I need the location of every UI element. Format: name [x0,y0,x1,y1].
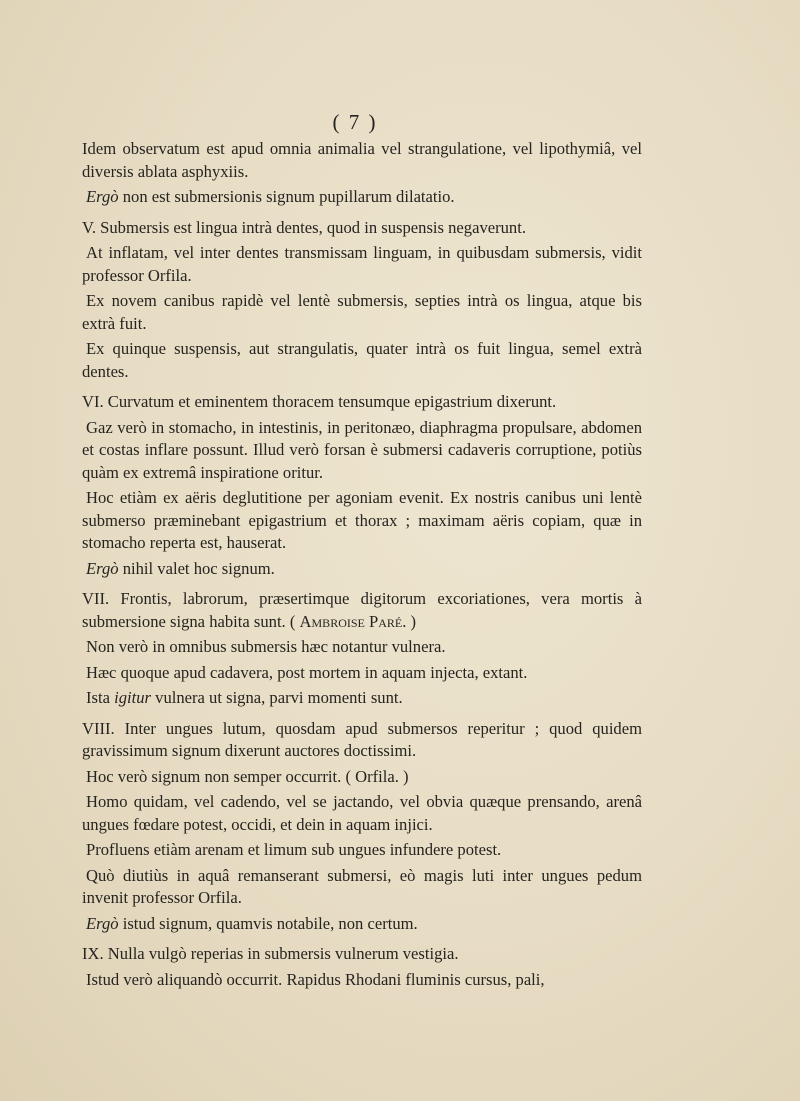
text: Non verò in omnibus submersis hæc notantur vulnera. [86,637,446,656]
paragraph-11 [82,588,642,633]
text: Hoc verò signum non semper occurrit. ( Orfila. ) [86,766,409,786]
text: Hæc quoque apud cadavera, post mortem in aquam injecta, extant. [86,662,528,682]
paragraph-4 [82,242,642,287]
text: Idem observatum est apud omnia animalia vel strangulatione, vel lipothymiâ, vel diversis ablata asphyxiis. [82,139,642,181]
paragraph-22 [82,969,642,992]
paragraph-10 [82,558,642,581]
text: V. Submersis est lingua intrà dentes, quod in suspensis negaverunt. [82,217,526,237]
italic-text: igitur [114,688,151,707]
text: Ex quinque suspensis, aut strangulatis, quater intrà os fuit lingua, semel extrà dentes. [82,339,642,381]
paragraph-21 [82,943,642,966]
text: vulnera ut signa, parvi momenti sunt. [151,688,403,707]
text: nihil valet hoc signum. [118,558,275,578]
text: At inflatam, vel inter dentes transmissam linguam, in quibusdam submersis, vidit professor Orfila. [82,243,642,285]
text: ) [406,611,417,631]
paragraph-1 [82,138,642,183]
paragraph-9 [82,487,642,555]
paragraph-20 [82,913,642,936]
paragraph-3 [82,217,642,240]
text: non est submersionis signum pupillarum dilatatio. [118,187,455,206]
text: Ex novem canibus rapidè vel lentè submersis, septies intrà os lingua, atque bis extrà fuit. [82,291,642,333]
text: Ista [86,688,115,707]
text: istud signum, quamvis notabile, non certum. [118,913,418,933]
paragraph-17 [82,791,642,836]
paragraph-14 [82,687,642,710]
paragraph-12 [82,636,642,659]
paragraph-16 [82,766,642,789]
text: VI. Curvatum et eminentem thoracem tensumque epigastrium dixerunt. [82,392,557,411]
paragraph-15 [82,718,642,763]
small-caps-text: Ambroise Paré. [299,611,407,631]
text: Quò diutiùs in aquâ remanserant submersi, eò magis luti inter ungues pedum invenit professor Orfila. [82,865,642,907]
italic-text: Ergò [86,187,119,206]
text: Hoc etiàm ex aëris deglutitione per agoniam evenit. Ex nostris canibus uni lentè submerso præminebant epigastrium et thorax ; maximam aëris copiam, quæ in stomacho reperta est, hauserat. [82,488,642,552]
text: VII. Frontis, labrorum, præsertimque digitorum excoriationes, vera mortis à submersione signa habita sunt. ( [82,589,642,631]
text: Istud verò aliquandò occurrit. Rapidus Rhodani fluminis cursus, pali, [86,969,545,989]
text: Gaz verò in stomacho, in intestinis, in peritonæo, diaphragma propulsare, abdomen et costas inflare possunt. Illud verò forsan è submersi cadaveris corruptione, potiùs quàm ex extremâ inspiratione oritur. [82,417,642,482]
paragraph-7 [82,391,642,414]
text: Profluens etiàm arenam et limum sub ungues infundere potest. [86,840,502,859]
paragraph-2 [82,186,642,209]
page-number: ( 7 ) [332,110,378,134]
italic-text: Ergò [86,558,119,578]
text: IX. Nulla vulgò reperias in submersis vulnerum vestigia. [82,944,459,963]
paragraph-8 [82,417,642,485]
italic-text: Ergò [86,913,119,933]
paragraph-13 [82,662,642,685]
body-text [82,138,642,994]
paragraph-5 [82,290,642,335]
paragraph-6 [82,338,642,383]
paragraph-18 [82,839,642,862]
text: Homo quidam, vel cadendo, vel se jactando, vel obvia quæque prensando, arenâ ungues fœdare potest, occidi, et dein in aquam injici. [82,792,642,834]
text: VIII. Inter ungues lutum, quosdam apud submersos reperitur ; quod quidem gravissimum signum dixerunt auctores doctissimi. [82,718,642,760]
paragraph-19 [82,865,642,910]
